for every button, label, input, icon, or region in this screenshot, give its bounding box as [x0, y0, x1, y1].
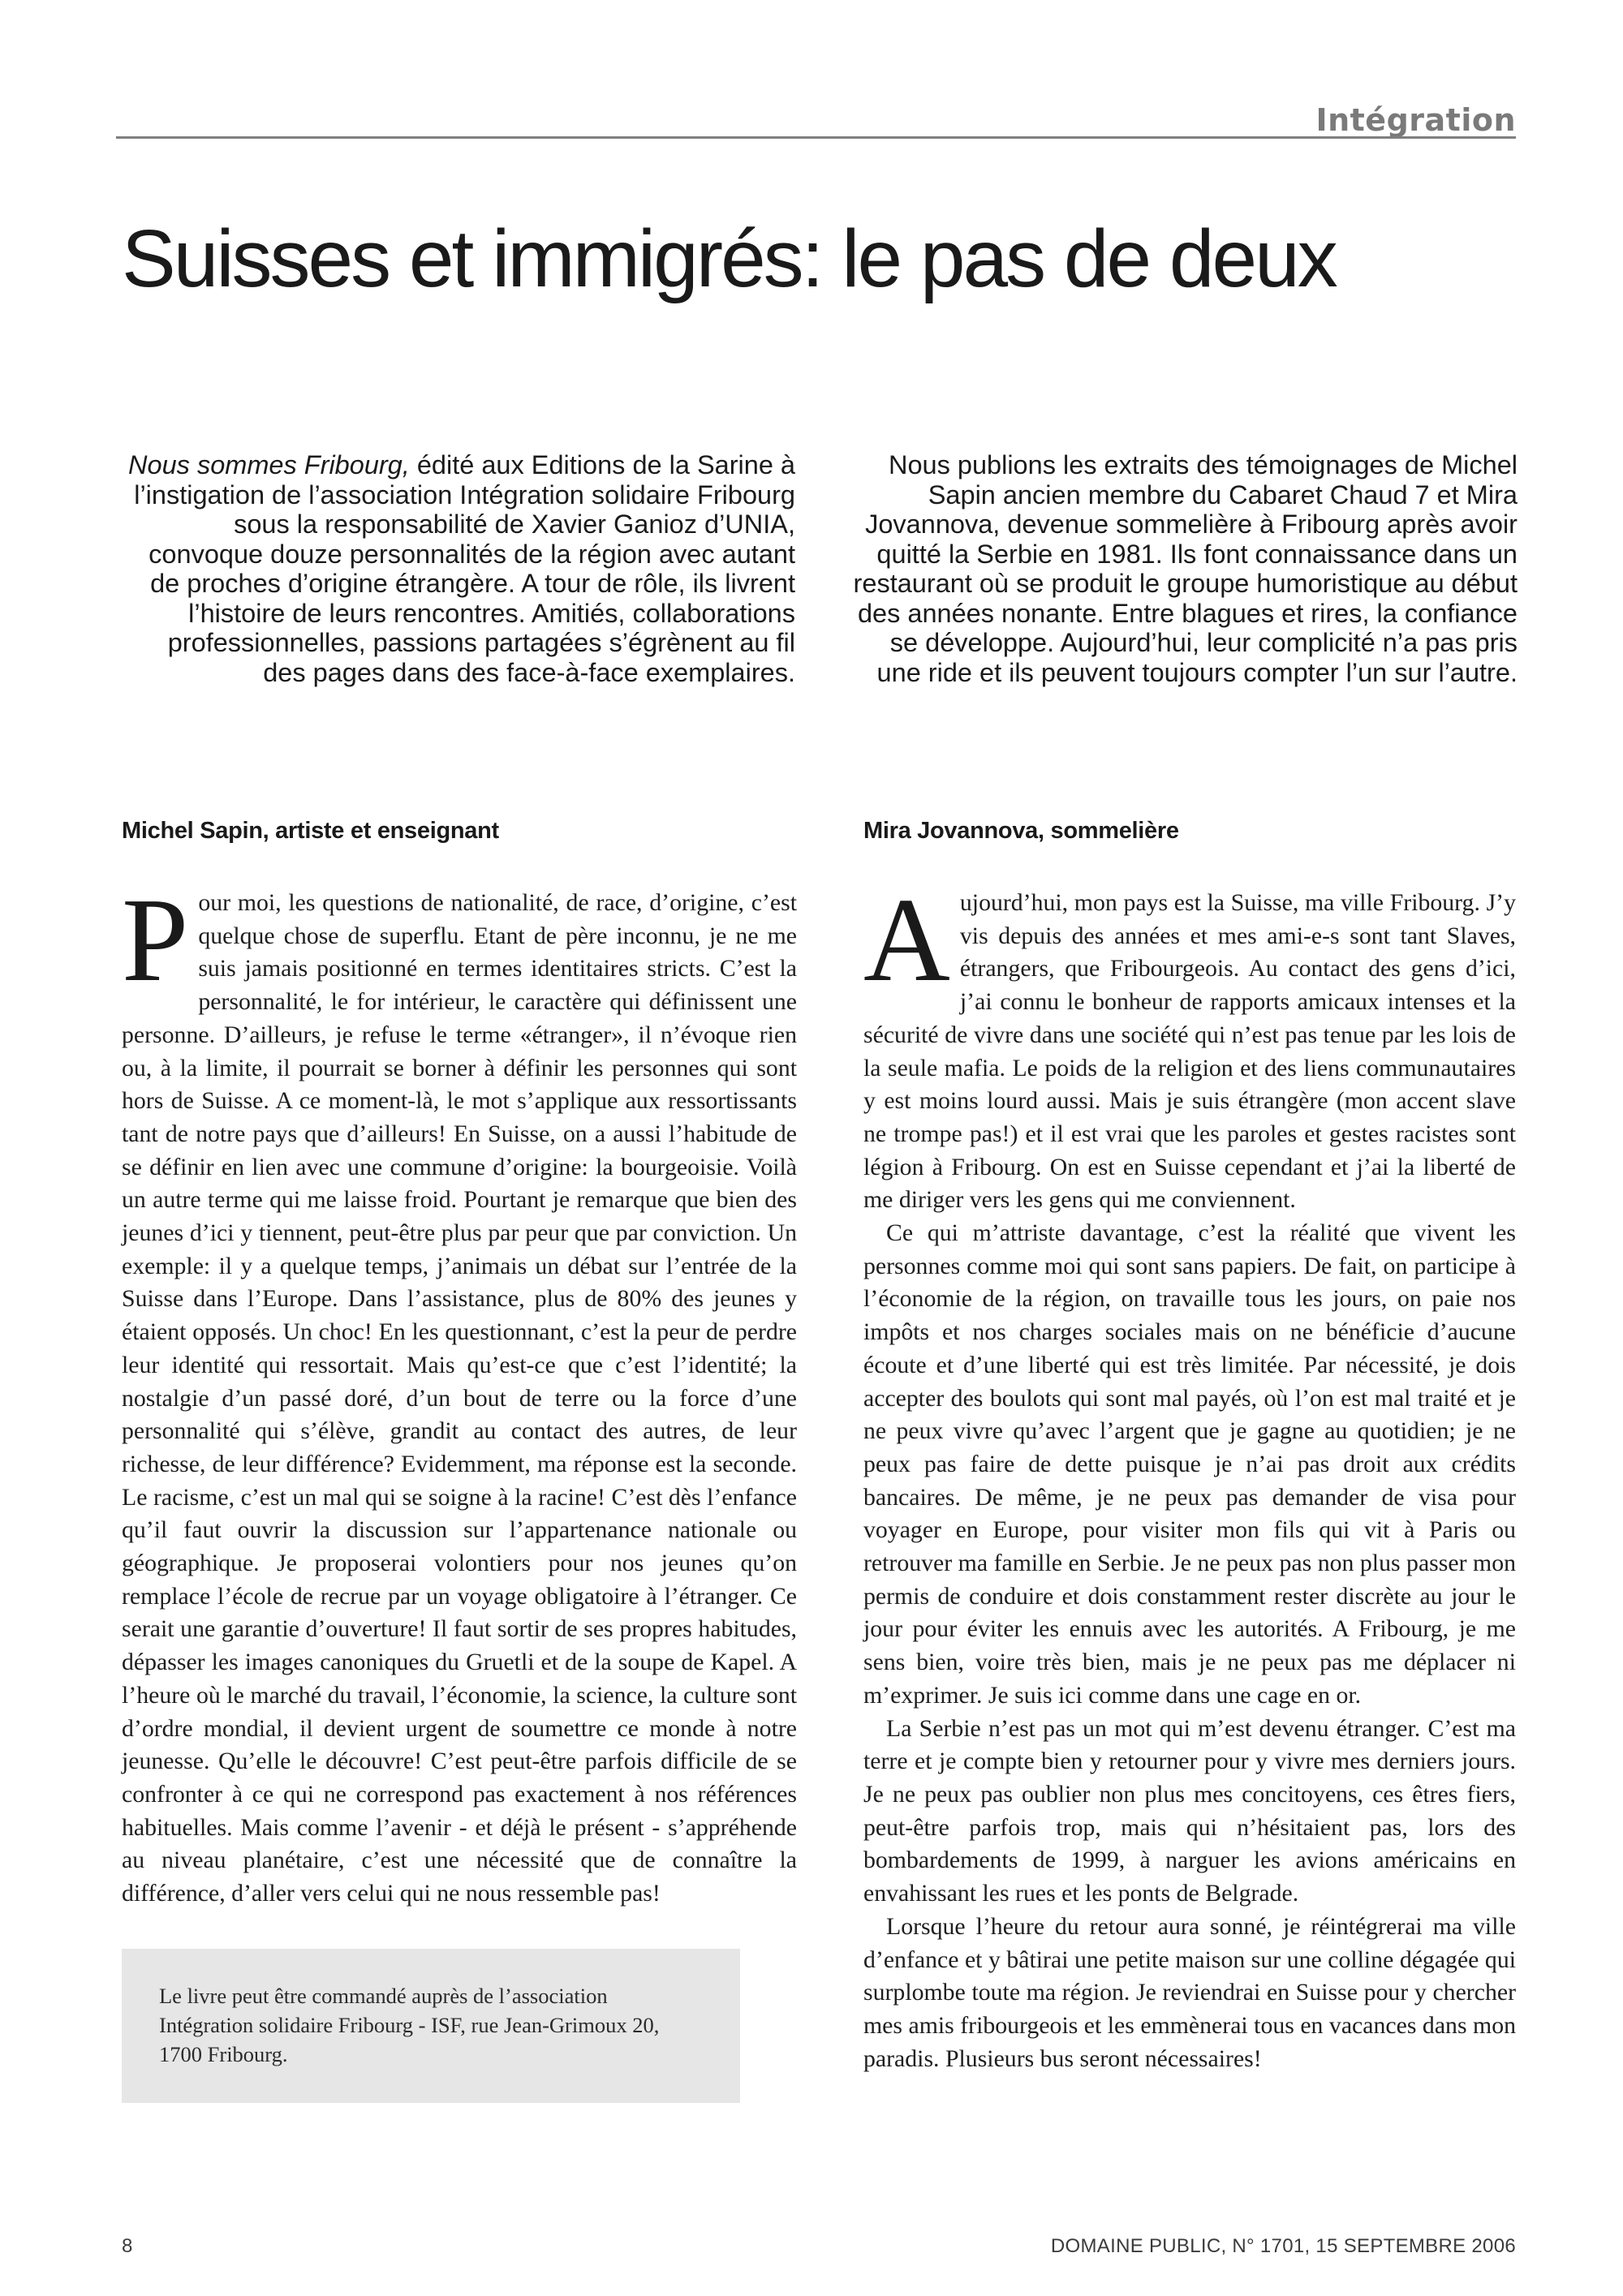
section-label: Intégration [1315, 102, 1516, 138]
drop-cap: P [122, 874, 189, 1007]
column-mira-jovannova [863, 818, 1516, 2075]
paragraph [122, 874, 797, 1911]
paragraph-text: our moi, les questions de nationalité, de race, d’origine, c’est quelque chose de superflu. Etant de père inconnu, je ne me suis jamais positionné en termes identitaires stricts. C’est la personnalité, le for intérieur, le caractère qui définissent une personne. D’ailleurs, je refuse le terme «étranger», il n’évoque rien ou, à la limite, il pourrait se borner à définir les personnes qui sont hors de Suisse. A ce moment-là, le mot s’applique aux ressortissants tant de notre pays que d’ailleurs! En Suisse, on a aussi l’habitude de se définir en lien avec une commune d’origine: la bourgeoisie. Voilà un autre terme qui me laisse froid. Pourtant je remarque que bien des jeunes d’ici y tiennent, peut-être plus par peur que par conviction. Un exemple: il y a quelque temps, j’animais un débat sur l’entrée de la Suisse dans l’Europe. Dans l’assistance, plus de 80% des jeunes y étaient opposés. Un choc! En les questionnant, c’est la peur de perdre leur identité qui ressortait. Mais qu’est-ce que c’est l’identité; la nostalgie d’un passé doré, d’un bout de terre ou la force d’une personnalité qui s’élève, grandit au contact des autres, de leur richesse, de leur différence? Evidemment, ma réponse est la seconde. Le racisme, c’est un mal qui se soigne à la racine! C’est dès l’enfance qu’il faut ouvrir la discussion sur l’appartenance nationale ou géographique. Je proposerai volontiers pour nos jeunes qu’on remplace l’école de recrue par un voyage obligatoire à l’étranger. Ce serait une garantie d’ouverture! Il faut sortir de ses propres habitudes, dépasser les images canoniques du Gruetli et de la soupe de Kapel. A l’heure où le marché du travail, l’économie, la science, la culture sont d’ordre mondial, il devient urgent de soumettre ce monde à notre jeunesse. Qu’elle le découvre! C’est peut-être parfois difficile de se confronter à ce qui ne correspond pas exactement à nos références habituelles. Mais comme l’avenir - et déjà le présent - s’appréhende au niveau planétaire, c’est une nécessité que de connaître la différence, d’aller vers celui qui ne nous ressemble pas! [122, 889, 797, 1907]
byline-mira-jovannova: Mira Jovannova, sommelière [863, 818, 1179, 844]
order-note-box [122, 1949, 740, 2103]
intro-left-text: édité aux Editions de la Sarine à l’instigation de l’association Intégration solidaire Fribourg sous la responsabilité de Xavier Ganioz d’UNIA, convoque douze personnalités de la région avec autant de proches d’origine étrangère. A tour de rôle, ils livrent l’histoire de leurs rencontres. Amitiés, collaborations professionnelles, passions partagées s’égrènent au fil des pages dans des face-à-face exemplaires. [134, 450, 795, 687]
paragraph: Ce qui m’attriste davantage, c’est la réalité que vivent les personnes comme moi qui sont sans papiers. De fait, on participe à l’économie de la région, on travaille tous les jours, on paie nos impôts et nos charges sociales mais on ne bénéficie d’aucune écoute et d’une liberté qui est très limitée. Par nécessité, je dois accepter des boulots qui sont mal payés, où l’on est mal traité et je ne peux vivre qu’avec l’argent que je gagne au quotidien; je ne peux pas faire de dette puisque je n’ai pas droit aux crédits bancaires. De même, je ne peux pas demander de visa pour voyager en Europe, pour visiter mon fils qui vit à Paris ou retrouver ma famille en Serbie. Je ne peux pas non plus passer mon permis de conduire et dois constamment rester discrète au jour le jour pour éviter les ennuis avec les autorités. A Fribourg, je me sens bien, voire très bien, mais je ne peux pas me déplacer ni m’exprimer. Je suis ici comme dans une cage en or. [863, 1219, 1516, 1709]
column-michel-sapin [122, 818, 797, 1911]
body-michel-sapin [122, 874, 797, 1911]
paragraph: Lorsque l’heure du retour aura sonné, je réintégrerai ma ville d’enfance et y bâtirai une petite maison sur une colline dégagée qui surplombe toute ma région. Je reviendrai en Suisse pour y chercher mes amis fribourgeois et les emmènerai tous en vacances dans mon paradis. Plusieurs bus seront nécessaires! [863, 1912, 1516, 2072]
paragraph: La Serbie n’est pas un mot qui m’est devenu étranger. C’est ma terre et je compte bien y retourner pour y vivre mes derniers jours. Je ne peux pas oublier non plus mes concitoyens, ces êtres fiers, peut-être parfois trop, mais qui n’hésitaient pas, lors des bombardements de 1999, à narguer les avions américains en envahissant les rues et les ponts de Belgrade. [863, 1714, 1516, 1907]
page-number: 8 [122, 2235, 133, 2257]
publication-footer: DOMAINE PUBLIC, N° 1701, 15 SEPTEMBRE 2006 [1050, 2235, 1516, 2257]
drop-cap: A [863, 874, 950, 1007]
header-rule [116, 136, 1516, 139]
intro-right: Nous publions les extraits des témoignages de Michel Sapin ancien membre du Cabaret Chaud 7 et Mira Jovannova, devenue sommelière à Fribourg après avoir quitté la Serbie en 1981. Ils font connaissance dans un restaurant où se produit le groupe humoristique au début des années nonante. Entre blagues et rires, la confiance se développe. Aujourd’hui, leur complicité n’a pas pris une ride et ils peuvent toujours compter l’un sur l’autre. [853, 450, 1518, 687]
order-note-text: Le livre peut être commandé auprès de l’association Intégration solidaire Fribourg - ISF, rue Jean-Grimoux 20, 1700 Fribourg. [159, 1984, 660, 2066]
byline-michel-sapin: Michel Sapin, artiste et enseignant [122, 818, 499, 844]
body-mira-jovannova [863, 874, 1516, 2075]
article-title: Suisses et immigrés: le pas de deux [122, 213, 1336, 304]
intro-left [122, 450, 795, 687]
paragraph [863, 874, 1516, 1217]
book-title: Nous sommes Fribourg, [128, 450, 410, 479]
paragraph-text: ujourd’hui, mon pays est la Suisse, ma ville Fribourg. J’y vis depuis des années et mes ami-e-s sont tant Slaves, étrangers, que Fribourgeois. Au contact des gens d’ici, j’ai connu le bonheur de rapports amicaux intenses et la sécurité de vivre dans une société qui n’est pas tenue par les lois de la seule mafia. Le poids de la religion et des liens communautaires y est moins lourd aussi. Mais je suis étrangère (mon accent slave ne trompe pas!) et il est vrai que les paroles et gestes racistes sont légion à Fribourg. On est en Suisse cependant et j’ai la liberté de me diriger vers les gens qui me conviennent. [863, 889, 1516, 1214]
